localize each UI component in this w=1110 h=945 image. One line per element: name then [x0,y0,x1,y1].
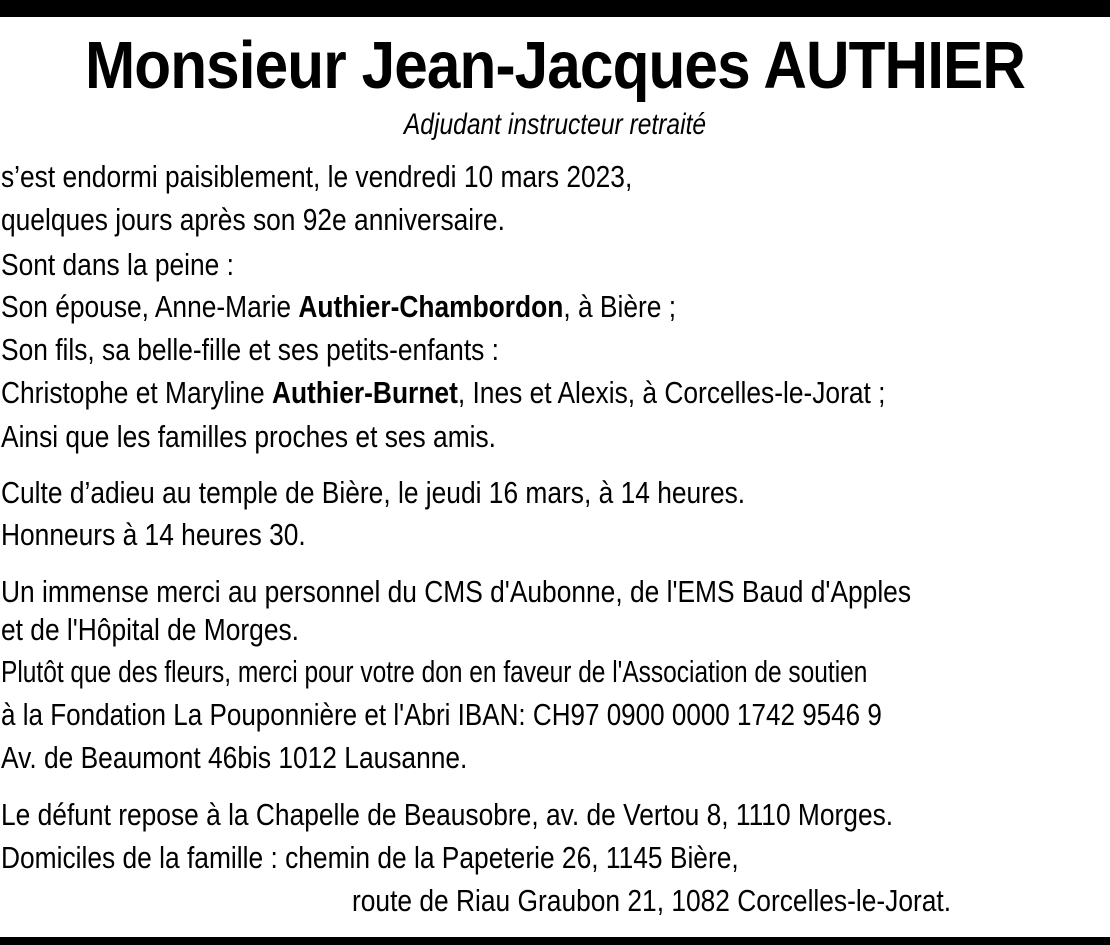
thanks-line-2: et de l'Hôpital de Morges. [1,612,299,647]
wife-line [1,287,676,327]
others-line: Ainsi que les familles proches et ses amis. [1,419,497,454]
death-line-2: quelques jours après son 92e anniversaire. [1,202,505,237]
son-family-heading: Son fils, sa belle-fille et ses petits-enfants : [1,332,499,367]
service-line-1: Culte d’adieu au temple de Bière, le jeudi 16 mars, à 14 heures. [1,475,746,510]
son-text: Christophe et Maryline [1,375,272,410]
thanks-line-1: Un immense merci au personnel du CMS d'Aubonne, de l'EMS Baud d'Apples [1,574,912,609]
donation-line-2: à la Fondation La Pouponnière et l'Abri IBAN: CH97 0900 0000 1742 9546 9 [1,697,882,732]
deceased-rank: Adjudant instructeur retraité [403,108,707,141]
service-line-2: Honneurs à 14 heures 30. [1,517,306,552]
donation-line-1: Plutôt que des fleurs, merci pour votre don en faveur de l'Association de soutien [1,654,868,689]
son-place: , Ines et Alexis, à Corcelles-le-Jorat ; [457,375,886,410]
son-surname: Authier-Burnet [271,375,458,410]
deceased-name: Monsieur Jean-Jacques AUTHIER [84,28,1026,103]
resting-place-line: Le défunt repose à la Chapelle de Beausobre, av. de Vertou 8, 1110 Morges. [1,797,894,832]
wife-surname: Authier-Chambordon [298,289,564,324]
top-border-rule [0,0,1110,17]
address-line-1: Domiciles de la famille : chemin de la Papeterie 26, 1145 Bière, [1,840,739,875]
mourners-heading: Sont dans la peine : [1,247,234,282]
wife-place: , à Bière ; [563,289,677,324]
donation-line-3: Av. de Beaumont 46bis 1012 Lausanne. [1,740,468,775]
bottom-border-rule [0,937,1110,945]
son-line [1,373,885,413]
address-line-2: route de Riau Graubon 21, 1082 Corcelles-le-Jorat. [352,883,952,918]
wife-text: Son épouse, Anne-Marie [1,289,299,324]
death-line-1: s’est endormi paisiblement, le vendredi 10 mars 2023, [1,159,633,194]
